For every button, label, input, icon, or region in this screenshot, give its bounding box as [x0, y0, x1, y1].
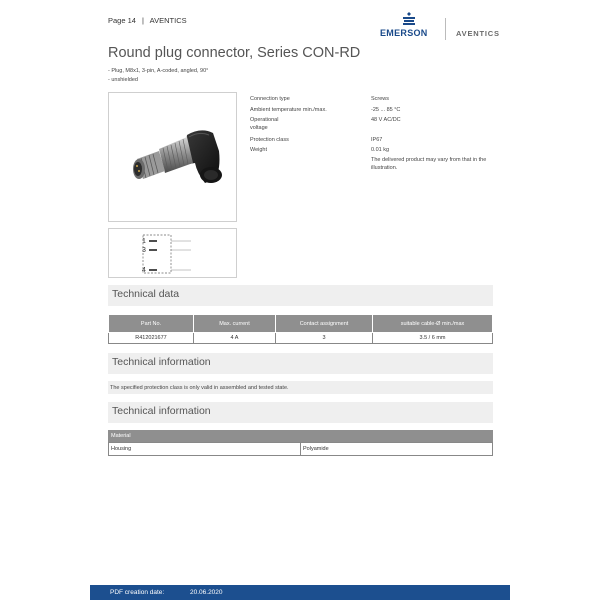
spec-label: Connection type — [250, 96, 290, 102]
spec-label: Weight — [250, 147, 268, 153]
logo-divider — [445, 18, 446, 40]
section-heading: Technical information — [112, 405, 211, 417]
spec-value: -25 ... 85 °C — [371, 107, 401, 113]
header-company: AVENTICS — [149, 16, 187, 25]
spec-value: Screws — [371, 96, 390, 102]
protection-class-note — [108, 381, 493, 394]
emerson-aventics-logo — [380, 12, 505, 42]
spec-label: Ambient temperature min./max. — [250, 107, 327, 113]
pin-label-1: 1 — [142, 238, 146, 245]
column-header: Max. current — [194, 315, 276, 333]
page-header — [108, 16, 191, 25]
spec-value: 48 V AC/DC — [371, 117, 401, 123]
spec-label: Operational voltage — [250, 117, 279, 131]
material-part-cell: Housing — [111, 446, 132, 452]
material-value-cell: Polyamide — [303, 446, 329, 452]
column-header: Part No. — [109, 315, 194, 333]
pin-label-4: 4 — [142, 267, 146, 274]
aventics-wordmark: AVENTICS — [456, 29, 500, 38]
pin-diagram-drawing — [109, 229, 238, 279]
contact-assignment-cell: 3 — [276, 333, 373, 344]
product-image — [108, 92, 237, 222]
emerson-wordmark: EMERSON — [380, 28, 428, 38]
connector-illustration — [109, 93, 238, 223]
spec-value: IP67 — [371, 137, 383, 143]
column-header: suitable cable-Ø min./max — [373, 315, 493, 333]
product-subtitle-1: - Plug, M8x1, 3-pin, A-coded, angled, 90° — [108, 68, 209, 74]
emerson-emblem-icon — [402, 12, 416, 28]
spec-value: 0.01 kg — [371, 147, 390, 153]
product-subtitle-2: - unshielded — [108, 77, 138, 83]
part-number-cell: R412021677 — [109, 333, 194, 344]
creation-date-value: 20.06.2020 — [190, 589, 223, 596]
table-row — [109, 333, 493, 344]
material-cell-divider — [109, 443, 301, 455]
table-header-row — [109, 315, 493, 333]
technical-data-table — [108, 314, 493, 344]
creation-date-label: PDF creation date: — [110, 589, 165, 596]
material-table-header — [108, 430, 493, 442]
product-title: Round plug connector, Series CON-RD — [108, 45, 361, 61]
spec-label: Protection class — [250, 137, 289, 143]
max-current-cell: 4 A — [194, 333, 276, 344]
header-separator: | — [142, 16, 144, 25]
table-row — [108, 442, 493, 456]
pin-assignment-diagram — [108, 228, 237, 278]
section-heading: Technical information — [112, 356, 211, 368]
section-heading: Technical data — [112, 288, 180, 300]
note-text: The specified protection class is only valid in assembled and tested state. — [110, 385, 289, 391]
column-header: Contact assignment — [276, 315, 373, 333]
technical-data-header — [108, 285, 493, 306]
technical-information-header — [108, 402, 493, 423]
column-header: Material — [111, 433, 131, 439]
page-number: Page 14 — [108, 16, 136, 25]
technical-information-header — [108, 353, 493, 374]
pin-label-3: 3 — [142, 247, 146, 254]
illustration-disclaimer: The delivered product may vary from that in the illustration. — [371, 157, 487, 171]
page-footer — [90, 585, 510, 600]
cable-diameter-cell: 3.5 / 6 mm — [373, 333, 493, 344]
